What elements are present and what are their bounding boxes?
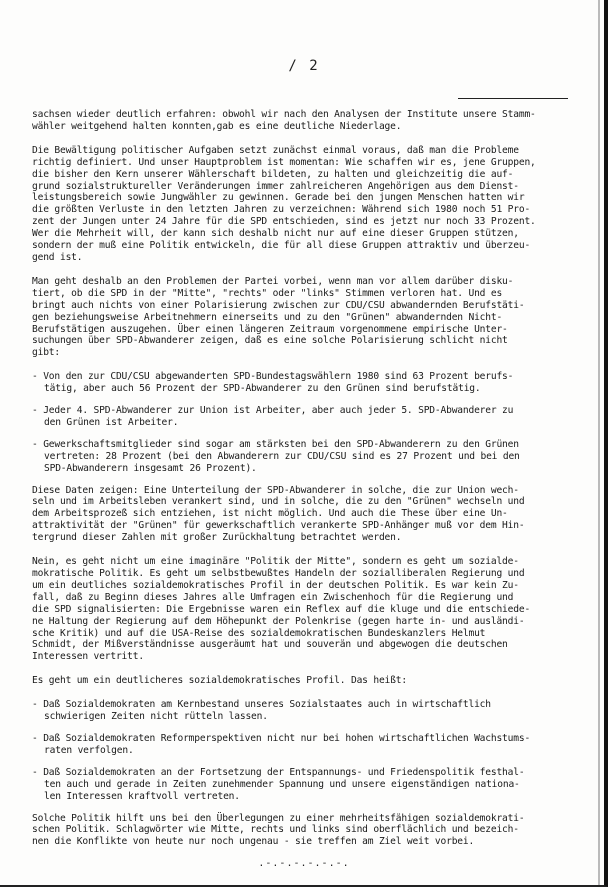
bullet-item: - Von den zur CDU/CSU abgewanderten SPD-Bundestagswählern 1980 sind 63 Prozent berufs- tätig, aber auch 56 Prozent der SPD-Abwanderer zu den Grünen sind berufstätig. (32, 371, 514, 395)
bullet-item: - Daß Sozialdemokraten am Kernbestand unseres Sozialstaates auch in wirtschaftlich schwierigen Zeiten nicht rütteln lassen. (32, 699, 491, 723)
bullet-item: - Daß Sozialdemokraten Reformperspektiven nicht nur bei hohen wirtschaftlichen Wachstums- raten verfolgen. (32, 732, 531, 756)
body-text (32, 109, 580, 860)
paragraph: Nein, es geht nicht um eine imaginäre "Politik der Mitte", sondern es geht um sozialde- mokratische Politik. Es geht um selbstbewußtes Handeln der sozialliberalen Regierung und um ein deutliches sozialdemokratisches Profil in der deutschen Politik. Es war kein Zu- fall, daß zu Beginn dieses Jahres alle Umfragen ein Zwischenhoch für die Regierung und die SPD signalisierten: Die Ergebnisse waren ein Reflex auf die kluge und die entschiede- ne Haltung der Regierung auf dem Höhepunkt der Polenkrise (gegen harte in- und ausländi- sche Kritik) und auf die USA-Reise des sozialdemokratischen Bundeskanzlers Helmut Schmidt, der Mißverständnisse ausgeräumt hat und souverän und abgewogen die deutschen Interessen vertritt. (32, 556, 531, 663)
closing-mark: .-.-.-.-.-.-. (258, 858, 350, 869)
top-rule (458, 98, 568, 99)
paragraph: Die Bewältigung politischer Aufgaben setzt zunächst einmal voraus, daß man die Probleme richtig definiert. Und unser Hauptproblem ist momentan: Wie schaffen wir es, jene Gruppen, die bisher den Kern unserer Wählerschaft bildeten, zu halten und gleichzeitig die auf- grund sozialstruktureller Veränderungen immer zahlreicheren Angehörigen aus dem Dienst- leistungsbereich sowie Jungwähler zu gewinnen. Gerade bei den jungen Menschen hatten wir die größten Verluste in den letzten Jahren zu verzeichnen: Während sich 1980 noch 51 Pro- zent der Jungen unter 24 Jahre für die SPD entschieden, sind es jetzt nur noch 33 Prozent. Wer die Mehrheit will, der kann sich deshalb nicht nur auf eine dieser Gruppen stützen, sondern der muß eine Politik entwickeln, die für all diese Gruppen attraktiv und überzeu- gend ist. (32, 144, 536, 263)
scan-edge (598, 0, 600, 887)
bullet-item: - Gewerkschaftsmitglieder sind sogar am stärksten bei den SPD-Abwanderern zu den Grünen vertreten: 28 Prozent (bei den Abwanderern zur CDU/CSU sind es 27 Prozent und bei den SPD-Abwanderern insgesamt 26 Prozent). (32, 438, 520, 474)
bullet-item: - Daß Sozialdemokraten an der Fortsetzung der Entspannungs- und Friedenspolitik festhal- ten auch und gerade in Zeiten zunehmender Spannung und unsere eigenständigen nationa- len Interessen kraftvoll vertreten. (32, 766, 525, 802)
paragraph: Man geht deshalb an den Problemen der Partei vorbei, wenn man vor allem darüber disku- tiert, ob die SPD in der "Mitte", "rechts" oder "links" Stimmen verloren hat. Und es bringt auch nichts von einer Polarisierung zwischen zur CDU/CSU abwandernden Berufstäti- gen beziehungsweise Arbeitnehmern einerseits und zu den "Grünen" abwandernden Nicht- Berufstätigen auszugehen. Über einen längeren Zeitraum vorgenommene empirische Unter- suchungen über SPD-Abwanderer zeigen, daß es eine solche Polarisierung schlicht nicht gibt: (32, 275, 525, 359)
bullet-item: - Jeder 4. SPD-Abwanderer zur Union ist Arbeiter, aber auch jeder 5. SPD-Abwanderer zu den Grünen ist Arbeiter. (32, 405, 514, 428)
page-number: / 2 (288, 58, 320, 74)
closing-paragraph: Solche Politik hilft uns bei den Überlegungen zu einer mehrheitsfähigen sozialdemokrati- schen Politik. Schlagwörter wie Mitte, rechts und links sind oberflächlich und bezeich- nen die Konflikte von heute nur noch ungenau - sie treffen am Ziel weit vorbei. (32, 812, 525, 848)
paragraph: Diese Daten zeigen: Eine Unterteilung der SPD-Abwanderer in solche, die zur Union wech- seln und im Arbeitsleben verankert sind, und in solche, die zu den "Grünen" wechseln und dem Arbeitsprozeß sich entziehen, ist nicht möglich. Und auch die These über eine Un- attraktivität der "Grünen" für gewerkschaftlich verankerte SPD-Anhänger muß vor dem Hin- tergrund dieser Zahlen mit großer Zurückhaltung betrachtet werden. (32, 484, 525, 544)
paragraph: Es geht um ein deutlicheres sozialdemokratisches Profil. Das heißt: (32, 675, 407, 687)
paragraph: sachsen wieder deutlich erfahren: obwohl wir nach den Analysen der Institute unsere Stamm- wähler weitgehend halten konnten,gab es eine deutliche Niederlage. (32, 109, 536, 132)
